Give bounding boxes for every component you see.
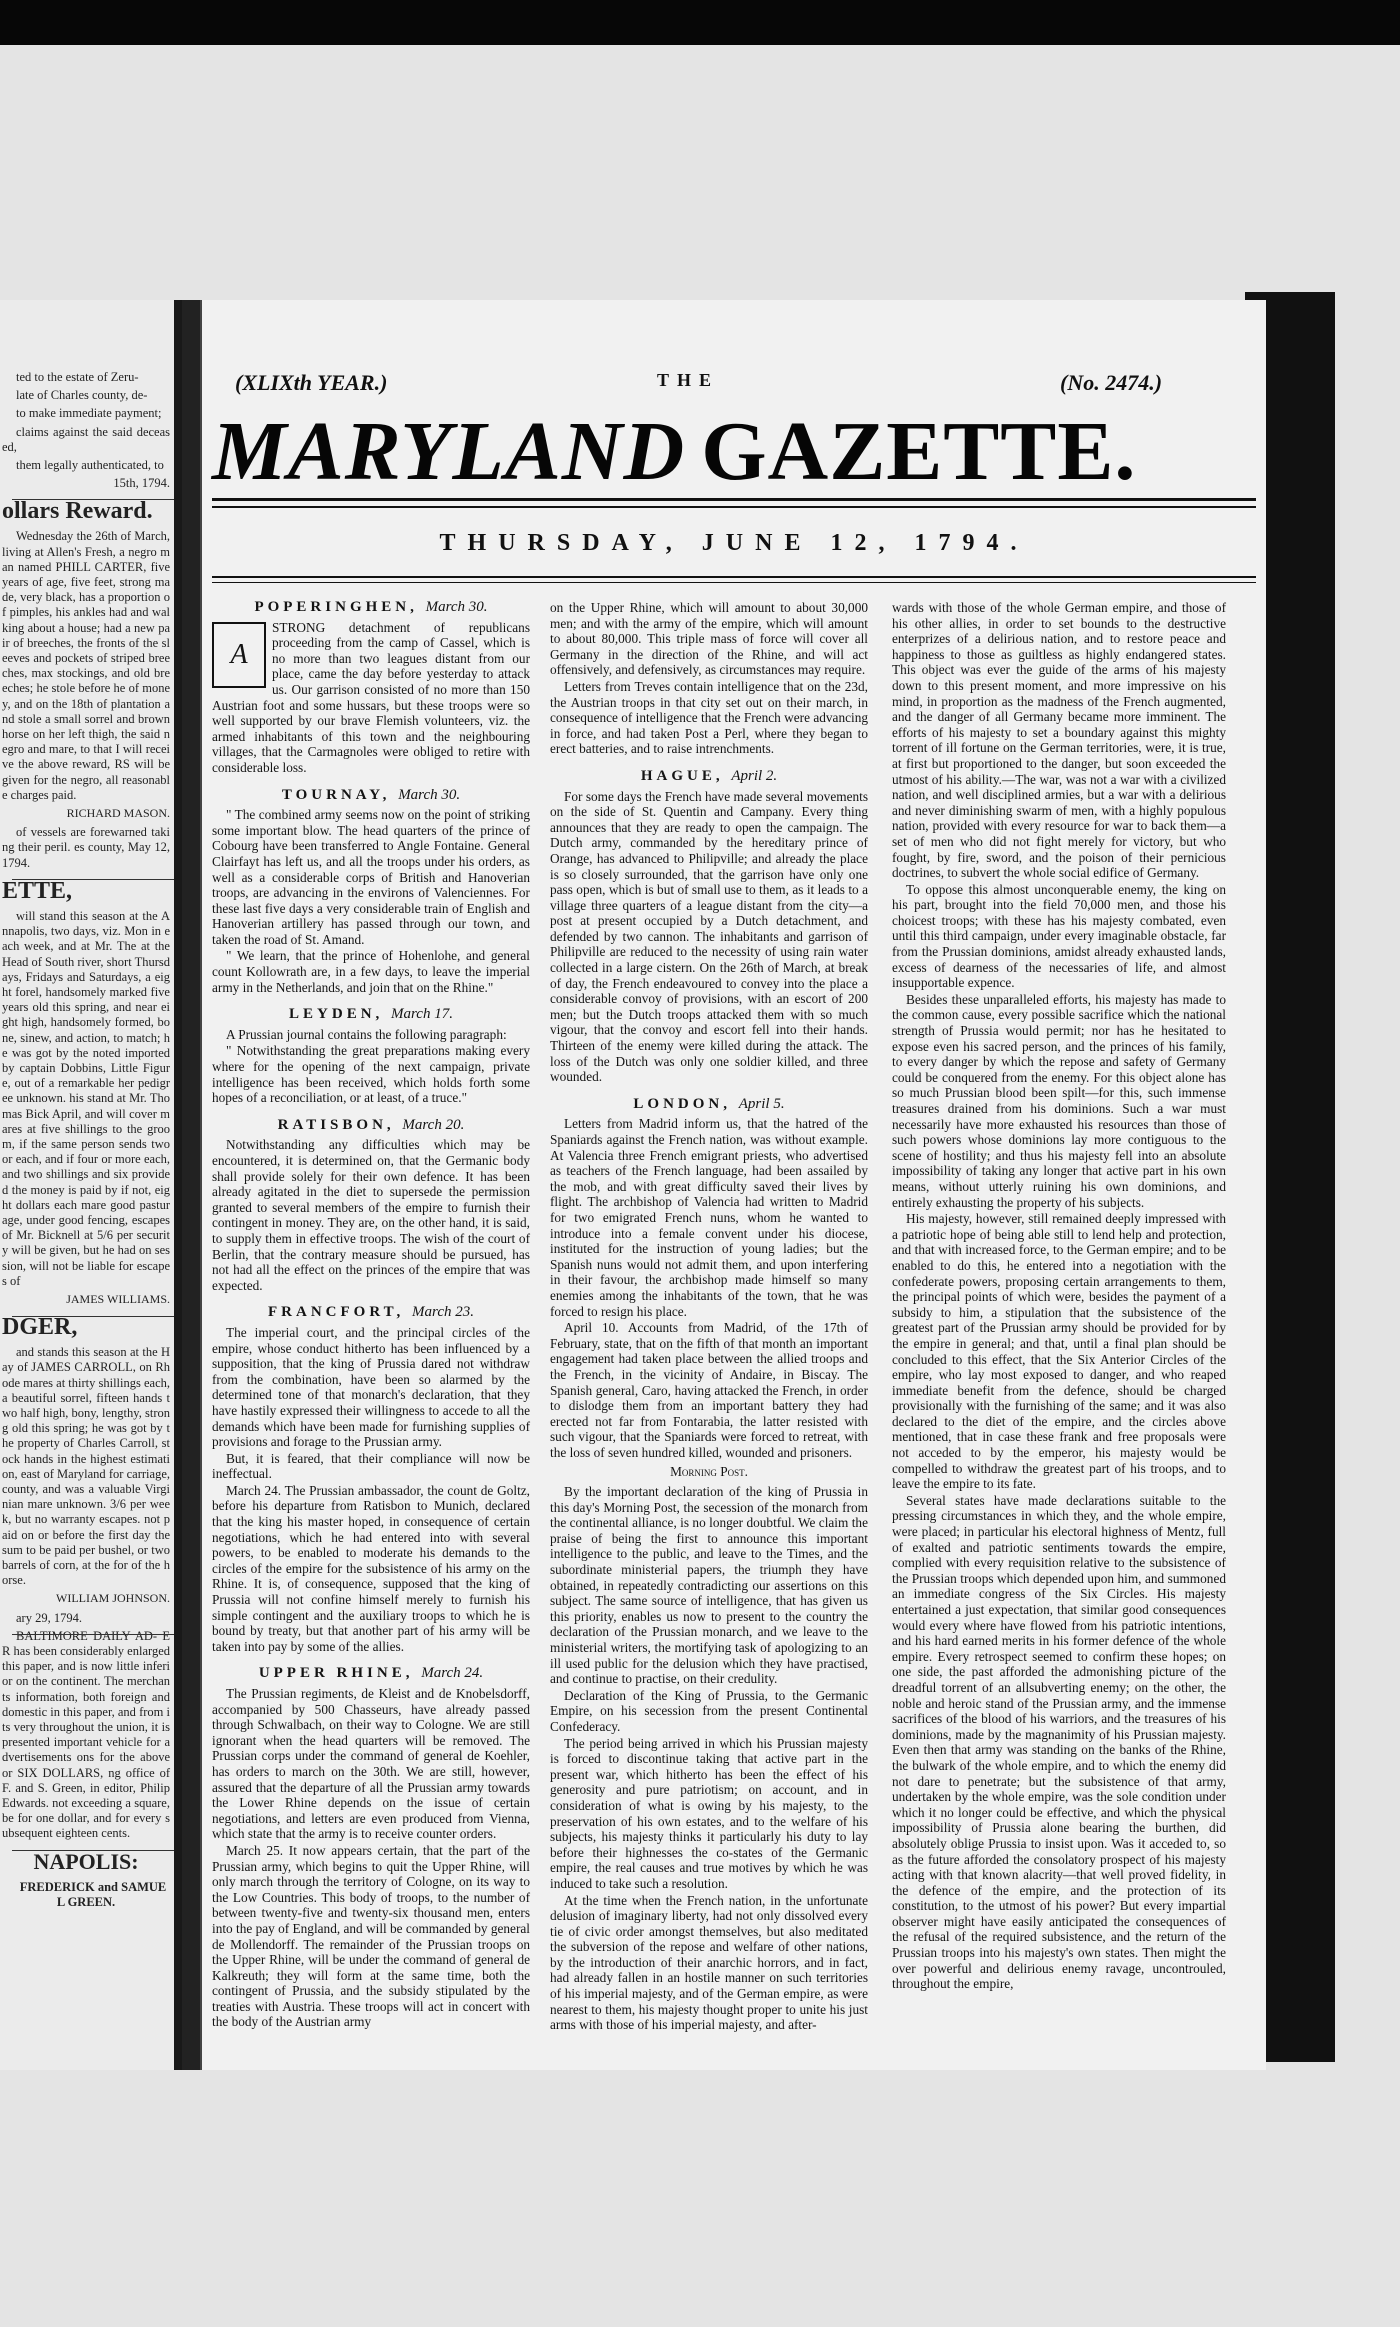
place-date: April 2. — [731, 767, 778, 784]
place-name: LONDON, — [633, 1095, 731, 1112]
place-name: RATISBON, — [277, 1116, 395, 1133]
newspaper-page — [200, 300, 1266, 2070]
place-name: UPPER RHINE, — [258, 1665, 414, 1682]
dger-heading: DGER, — [2, 1314, 78, 1341]
declaration-title: Declaration of the King of Prussia, to the Germanic Empire, on his secession from the present Continental Confederacy. — [550, 1687, 868, 1734]
declaration-text: Several states have made declarations suitable to the pressing circumstances in which they, and the whole empire, were placed; in particular his electoral highness of Mentz, full of exalted and patriotic sentiments towards the empire, complied with every requisition relative to the subsistence of the Prussian troops which depended upon him, and summoned an immediate congress of the Six Circles. His majesty entertained a just expectation, that similar good consequences would every where have flowed from his patriotic intentions, and his hard earned merits in his former defence of the whole empire. Every retrospect seemed to confirm these hopes; on one side, the past afforded the admonishing picture of the dreadful torrent of an allsubverting enemy; on the other, the noble and heroic stand of the Prussian army, and the immense sacrifices of the blood of his warriors, and the treasures of his dominions, made by the magnanimity of his Prussian majesty. Even then that army was standing on the banks of the Rhine, the bulwark of the whole empire, and to which the enemy did not dare to penetrate; but the subsistence of that army, undertaken by the whole empire, was the sole condition under which it no longer could be effective, and which the physical impossibility of Prussia alone bearing the burthen, did absolutely oblige Prussia to insist upon. Was it acceded to, so as the future afforded the consolatory prospect of his majesty acting with that known alacrity—that well proved fidelity, in the defence of the empire, and the protection of its constitution, to the utmost of his power? But every impartial observer might have easily anticipated the consequences of the refusal of the required subsistence, and the return of the Prussian troops into his majesty's own states. Then might the over powerful and delirious enemy ravage, uncontrouled, throughout the empire, — [892, 1492, 1226, 1992]
leyden-text: A Prussian journal contains the following paragraph: — [226, 1026, 507, 1042]
upper-rhine-text: The Prussian regiments, de Kleist and de Knobelsdorff, accompanied by 500 Chasseurs, have already passed through Schwalbach, on their way to Cologne. We are still ignorant when the head quarters will be removed. The Prussian corps under the command of general de Koehler, has orders to march on the 30th. We are still, however, assured that the departure of all the Prussian army towards the Lower Rhine depends on the issue of certain negotiations, and letters are even produced from Vienna, which state that the army is to receive counter orders. — [212, 1686, 530, 1842]
left-page-column — [2, 370, 170, 1913]
francfort-text: But, it is feared, that their compliance will now be ineffectual. — [212, 1450, 530, 1482]
reward-foot: of vessels are forewarned taking their peril. es county, May 12, 1794. — [2, 825, 170, 870]
declaration-text: To oppose this almost unconquerable enemy, the king on his part, brought into the field 70,000 men, and those his choicest troops; with these has his majesty combated, even until this third campaign, under every imaginable obstacle, far from the Prussian dominions, amidst already exhausted lands, excess of dearness of the necessaries of life, and almost insupportable expence. — [892, 881, 1226, 991]
dateline-upper-rhine — [212, 1666, 530, 1682]
dateline-london — [550, 1097, 868, 1113]
volume-year: (XLIXth YEAR.) — [235, 370, 388, 395]
left-rule — [12, 1316, 182, 1317]
place-date: March 30. — [425, 599, 488, 615]
article-column-1 — [212, 600, 530, 2031]
hague-text: For some days the French have made several movements on the side of St. Quentin and Campany. Every thing announces that they are ready to open the campaign. The Dutch army, commanded by the hereditary prince of Orange, has advanced to Philipville; and already the place is so closely surrounded, that the garrison have only one pass open, which is but of small use to them, as it leads to a village three quarters of a league distant from the city—a post at present occupied by a Dutch detachment, and defended by two cannon. The inhabitants and garrison of Philipville are reduced to the necessity of using rain water collected in a large cistern. On the 26th of March, at break of day, the French endeavoured to convey into the place a considerable convoy of provisions, with an escort of 200 men; but the Dutch troops attacked them with so much vigour, that the convoy and escort fell into their hands. Thirteen of the enemy were killed during the attack. The loss of the Dutch was only one soldier killed, and three wounded. — [550, 788, 868, 1085]
left-line: ted to the estate of Zeru- — [16, 370, 139, 384]
ette-heading: ETTE, — [2, 877, 73, 904]
left-page-fragment — [0, 300, 182, 2070]
place-name: LEYDEN, — [289, 1006, 384, 1023]
dateline-ratisbon — [212, 1118, 530, 1134]
ratisbon-text: Notwithstanding any difficulties which may be encountered, it is determined on, that the Germanic body shall provide solely for their own defence. It has been already agitated in the diet to supersede the permission granted to several members of the empire to furnish their contingent in money. They are, on the other hand, it is said, to supply them in effective troops. The wish of the court of Berlin, that the contrary measure should be pursued, has not had all the effect on the princes of the empire that was expected. — [212, 1137, 530, 1293]
leyden-text: " Notwithstanding the great preparations making every where for the opening of the next campaign, private intelligence has been received, which holds forth some hopes of a reconciliation, or at least, of a truce." — [212, 1043, 530, 1106]
scan-top-border — [0, 0, 1400, 45]
treves-text: Letters from Treves contain intelligence that on the 23d, the Austrian troops in that city set out on their march, in consequence of intelligence that the French were advancing in force, and had taken Post a Perl, where they began to erect batteries, and to raise intrenchments. — [550, 678, 868, 757]
masthead-rule — [212, 498, 1256, 501]
place-name: POPERINGHEN, — [254, 599, 418, 615]
dger-date: ary 29, 1794. — [16, 1610, 82, 1625]
article-column-2 — [550, 600, 868, 2034]
date-rule — [212, 582, 1256, 583]
dateline-hague — [550, 769, 868, 785]
left-line: them legally authenticated, to — [16, 458, 164, 473]
place-date: March 30. — [398, 786, 461, 803]
ette-text: will stand this season at the Annapolis, two days, viz. Mon in each week, and at Mr. The at the Head of South river, short Thursdays, Fridays and Saturdays, a eight forel, handsomely marked five years old this spring, and near eight high, handsomely formed, bone, sinew, and action, to match; he was got by the noted imported by captain Dobbins, Little Figure, out of a remarkable her pedigree unknown. his stand at Mr. Thomas Bick April, and will cover mares at five shillings to the groom, if the same person sends two or each, and if four or more each, and two shillings and six provided the money is paid by if not, eight dollars each mare good pasturage, under good fencing, escapes of Mr. Bicknell at 5/6 per security will be given, but he had on session, will not be liable for escapes of — [2, 908, 170, 1288]
place-date: March 17. — [391, 1006, 453, 1023]
poperinghen-text: STRONG detachment of republicans proceeding from the camp of Cassel, which is no more than two leagues distant from our place, came the day before yesterday to attack us. Our garrison consisted of no more than 150 Austrian foot and some hussars, but these troops were so well supported by our brave Flemish volunteers, viz. the armed inhabitants of this town and the neighbouring villages, that the Carmagnoles were obliged to retire with considerable loss. — [212, 619, 530, 775]
left-rule — [12, 1850, 182, 1851]
baltimore-text: BALTIMORE DAILY AD- ER has been considerably enlarged this paper, and is now little inferior on the continent. The merchants information, both foreign and domestic in this paper, and from its very throughout the union, it is presented important vehicle for advertisements ons for the above or SIX DOLLARS, ng office of F. and S. Green, in editor, Philip Edwards. not exceeding a square, be for one dollar, and for every subsequent eighteen cents. — [2, 1628, 170, 1841]
place-date: March 24. — [421, 1665, 484, 1682]
drop-cap: A — [212, 622, 266, 688]
place-name: HAGUE, — [640, 767, 724, 784]
imprint-printers: FREDERICK and SAMUEL GREEN. — [19, 1879, 167, 1909]
francfort-text: March 24. The Prussian ambassador, the count de Goltz, before his departure from Ratisbon to Munich, declared that the king his master hoped, in consequence of certain negotiations, which he had entered into with several powers, to be enabled to moderate his demands to the circles of the empire for the subsistence of his army on the Rhine. It is, of consequence, supposed that the king of Prussia will not confine himself merely to furnish his simple contingent and the auxiliary troops to which he is bound by treaty, but that another part of his army will be taken into pay by some of the allies. — [212, 1482, 530, 1654]
masthead-gazette: GAZETTE. — [701, 405, 1137, 498]
tournay-text: " The combined army seems now on the point of striking some important blow. The head quarters of the prince of Cobourg have been transferred to Angle Fontaine. General Clairfayt has left us, and all the troops under his orders, as well as a considerable corps of British and Hanoverian troops, are advancing in the environs of Valenciennes. For these last five days a very considerable train of English and Hanoverian artillery has passed through our town, and taken the road of St. Amand. — [212, 807, 530, 947]
date-rule — [212, 576, 1256, 578]
ette-signature: JAMES WILLIAMS. — [66, 1291, 170, 1306]
masthead-rule — [212, 506, 1256, 508]
declaration-continued: wards with those of the whole German empire, and those of his other allies, in order to set bounds to the destructive enterprizes of a delirious nation, and to restore peace and happiness to those as guiltless as highly endangered states. This object was ever the guide of the arms of his majesty down to this present moment, and more impressive on his mind, in proportion as the madness of the French augmented, and the danger of all Germany became more imminent. The efforts of his majesty to set a boundary against this mighty torrent of ill fortune on the German territories, were, it is true, at first but proportioned to the danger, but soon exceeded the utmost of his ability.—The war, was not a war with a civilized nation, and well disciplined armies, but a war with a delirious and never diminishing swarm of men, with a highly populous nation, provided with every resource for war to back them—a set of men who did not fight merely for victory, but who fought, by fire, sword, and the poison of their pernicious doctrines, to subvert the whole social edifice of Germany. — [892, 600, 1226, 881]
tournay-text: " We learn, that the prince of Hohenlohe, and general count Kollowrath are, in a few days, to leave the imperial army in the Netherlands, and join that on the Rhine." — [212, 948, 530, 995]
masthead-the: THE — [657, 370, 720, 390]
declaration-text: At the time when the French nation, in the unfortunate delusion of imaginary liberty, had not only dissolved every tie of civic order amongst themselves, but also meditated the subversion of the repose and welfare of other nations, by the introduction of their anarchic horrors, and in fact, had already fallen in an hostile manner on such territories of his imperial majesty, and of the German empire, as were nearest to them, his majesty thought proper to unite his just arms with those of his imperial majesty, and after- — [550, 1892, 868, 2033]
upper-rhine-text: March 25. It now appears certain, that the part of the Prussian army, which begins to quit the Upper Rhine, will only march through the territory of Cologne, on its way to the Low Countries. This body of troops, to the number of between twenty-five and twenty-six thousand men, enters into the pay of England, and will be commanded by general de Mollendorff. The remainder of the Prussian troops on the Upper Rhine, will be under the command of general de Kalkreuth; they will form at the same time, both the contingent of Prussia, and the subsidy stipulated by the treaties with Austria. These troops will act in concert with the body of the Austrian army — [212, 1842, 530, 2030]
francfort-text: The imperial court, and the principal circles of the empire, whose conduct hitherto has been influenced by a supposition, that the king of Prussia dared not withdraw from the combination, have been so alarmed by the determined tone of that monarch's declaration, that they have hastily expressed their willingness to accede to all the demands which have been made for furnishing supplies of provisions and forage to the Prussian army. — [212, 1324, 530, 1450]
morning-post-text: By the important declaration of the king of Prussia in this day's Morning Post, the secession of the monarch from the continental alliance, is no longer doubtful. We claim the praise of being the first to announce this important intelligence to the public, and leave to the Times, and the subordinate ministerial papers, the triumph they have obtained, in repeatedly contradicting our assertions on this subject. The same source of intelligence, that has given us this priority, enables us now to present to the country the declaration of the Prussian monarch, and we leave to the ministerial writers, the mortifying task of apologizing to an ill used public for the delusion which they have practised, and continue to practise, on their credulity. — [550, 1484, 868, 1687]
masthead-title — [212, 402, 1272, 502]
dateline-leyden — [212, 1007, 530, 1023]
dger-signature: WILLIAM JOHNSON. — [56, 1591, 170, 1606]
place-date: April 5. — [738, 1095, 785, 1112]
london-text: April 10. Accounts from Madrid, of the 17th of February, state, that on the fifth of that month an important engagement had taken place between the allied troops and the French, in the vicinity of Andaire, in Biscay. The Spanish general, Caro, having attacked the French, in order to dislodge them from an important battery they had erected not far from Fontarabia, the latter resisted with such vigour, that the Spaniards were forced to retreat, with the loss of seven hundred killed, wounded and prisoners. — [550, 1320, 868, 1460]
left-line: late of Charles county, de- — [16, 388, 148, 403]
left-rule — [12, 499, 182, 500]
article-column-3 — [892, 600, 1226, 1993]
reward-heading: ollars Reward. — [2, 498, 153, 525]
reward-signature: RICHARD MASON. — [66, 806, 170, 821]
masthead-maryland: MARYLAND — [212, 405, 686, 498]
london-text: Letters from Madrid inform us, that the hatred of the Spaniards against the French nation, was without example. At Valencia three French emigrant priests, who advertised as teachers of the French language, had been assailed by the mob, and with great difficulty saved their lives by flight. The archbishop of Valencia had written to Madrid for two emigrated French nuns, whom he wanted to introduce into a female convent under his diocese, instituted for the instruction of young ladies; but the Spanish nuns would not admit them, and upon interfering in their favour, the archbishop made himself so many enemies among the inhabitants of the town, that he was forced to resign his place. — [550, 1116, 868, 1319]
left-rule — [12, 1634, 182, 1635]
place-date: March 20. — [402, 1116, 465, 1133]
dateline-tournay — [212, 788, 530, 804]
dateline-poperinghen — [212, 600, 530, 616]
issue-number: (No. 2474.) — [1060, 370, 1163, 395]
place-name: TOURNAY, — [281, 786, 391, 803]
declaration-text: Besides these unparalleled efforts, his majesty has made to the common cause, every possible sacrifice which the national strength of Prussia would permit; nor has he hesitated to expose even his sacred person, and the princes of his family, to every danger by which the repose and safety of Germany could be conquered from the enemy. For this object alone has so much Prussian blood been spilt—for this, such immense treasures drained from his dominions. Such a war must necessarily have more exhausted his resources than those of such powers whose dominions lay more contiguous to the scene of hostility; and thus his majesty fell into an absolute impossibility of taking any longer that active part in his own means, without utterly ruining his own dominions, and entirely exhausting the property of his subjects. — [892, 991, 1226, 1210]
issue-date: THURSDAY, JUNE 12, 1794. — [439, 530, 1029, 556]
left-line: to make immediate payment; — [16, 406, 162, 421]
place-name: FRANCFORT, — [268, 1304, 405, 1321]
reward-text: Wednesday the 26th of March, living at Allen's Fresh, a negro man named PHILL CARTER, five years of age, five feet, strong made, very black, has a proportion of pimples, his ankles had and walking about a house; had a new pair of breeches, the fronts of the sleeves and pockets of striped breeches, max stockings, and old breeches; he stole before he of money, and on the 18th of plantation and stole a small sorrel and brown horse on her left thigh, the said negro and mare, to that I will receive the above reward, RS will be given for the negro, all reasonable charges paid. — [2, 529, 170, 802]
place-date: March 23. — [412, 1304, 474, 1321]
dateline-francfort — [212, 1305, 530, 1321]
declaration-text: The period being arrived in which his Prussian majesty is forced to discontinue taking that active part in the present war, which hitherto has been the effect of his generosity and pure patriotism; on account, and in consideration of what is owing by his majesty, to the preservation of his own estates, and to the welfare of his subjects, his majesty thinks it particularly his duty to lay before their highnesses the co-states of the Germanic empire, the real causes and true motives by which he was induced to take such a resolution. — [550, 1735, 868, 1891]
imprint-heading: NAPOLIS: — [33, 1848, 139, 1874]
left-line: 15th, 1794. — [113, 476, 170, 491]
declaration-text: His majesty, however, still remained deeply impressed with a patriotic hope of being able still to lend help and protection, and that with increased force, to the German empire; and to be enabled to do this, he entered into a negotiation with the confederate powers, proposing certain arrangements to them, the principal points of which were, besides the payment of a subsidy to him, a stipulation that the subsistence of the greatest part of the Prussian army should be provided for by the empire in general; and that, until a final plan should be concluded to this effect, that the Six Anterior Circles of the empire, who lay most exposed to danger, and who reaped immediate benefit from the defence, should be charged provisionally with the furnishing of the same; and it was also declared to the diet of the empire, and the circles above mentioned, that in case these frank and free proposals were not acceded to by the emperor, his majesty would be compelled to withdraw the greatest part of his troops, and to leave the empire to its fate. — [892, 1211, 1226, 1492]
dger-text: and stands this season at the Hay of JAMES CARROLL, on Rhode mares at thirty shillings each, a beautiful sorrel, fifteen hands two half high, bony, lengthy, strong old this spring; he was got by the property of Charles Carroll, stock hands in the highest estimation, east of Maryland for carriage, county, and was a valuable Virginian mare unknown. 3/6 per week, but no warranty escapes. not paid on or before the first day the sum to be paid per bushel, or two barrels of corn, at the for of the horse. — [2, 1345, 171, 1588]
continued-text: on the Upper Rhine, which will amount to about 30,000 men; and with the army of the empire, which will amount to about 80,000. This triple mass of force will cover all Germany in the direction of the Rhine, and will act offensively, and defensively, as circumstances may require. — [550, 600, 868, 678]
morning-post-heading: Morning Post. — [670, 1464, 748, 1480]
left-line: claims against the said deceased, — [2, 424, 170, 454]
left-rule — [12, 879, 182, 880]
